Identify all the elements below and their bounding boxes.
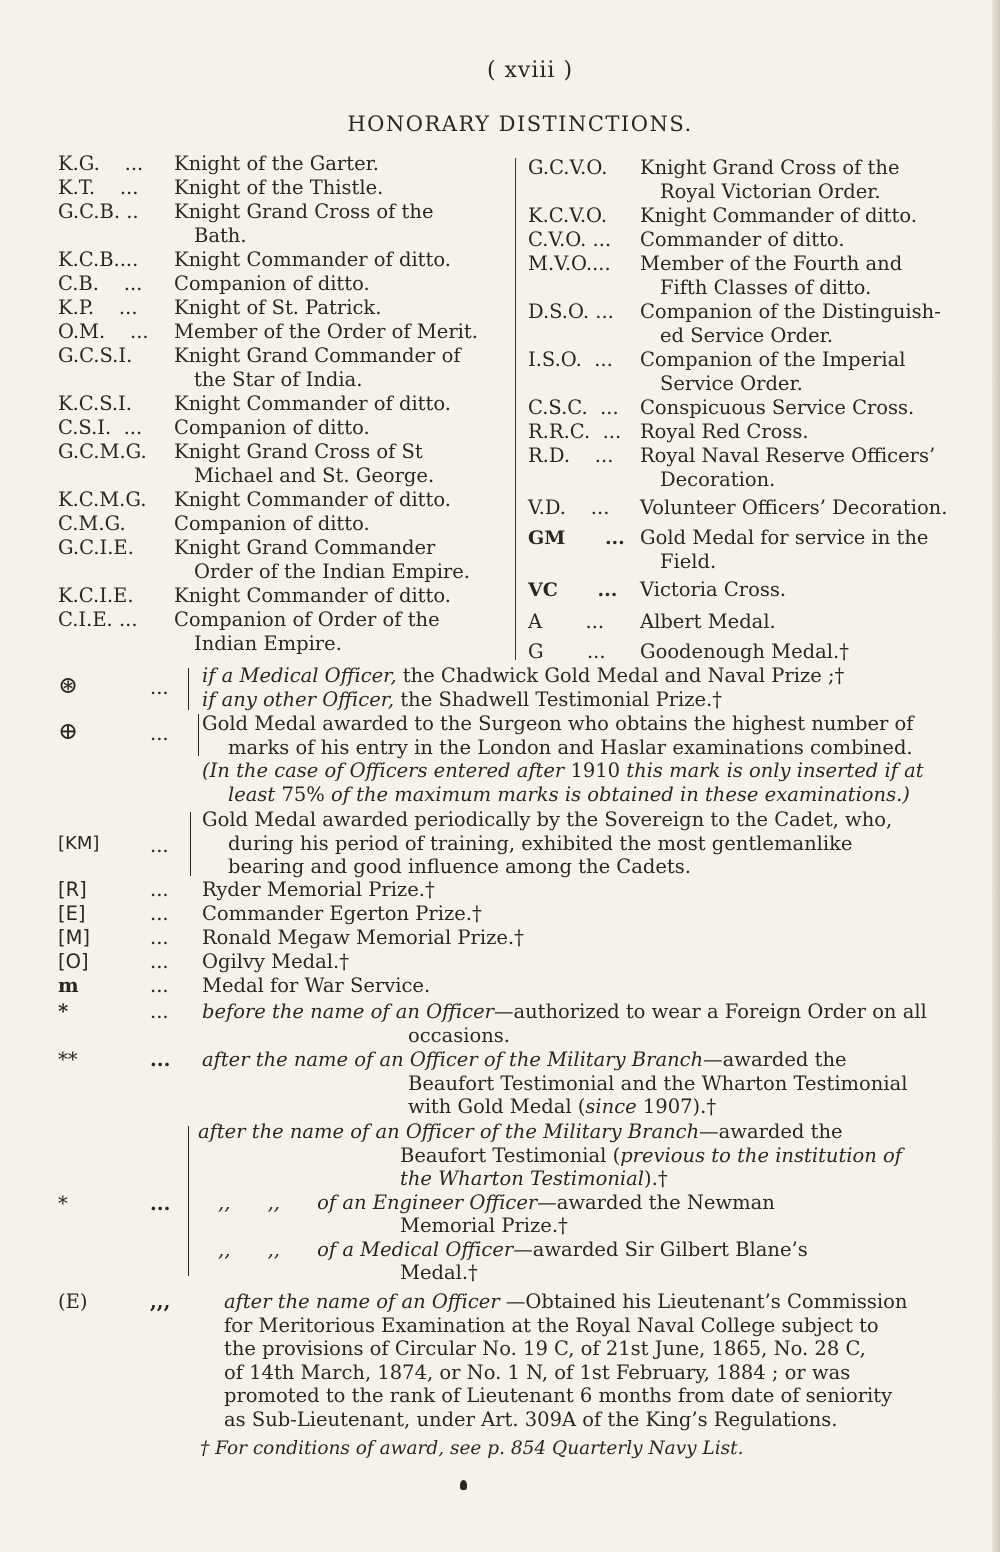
- list-item: [58, 248, 503, 272]
- abbreviation: G.C.I.E.: [58, 536, 134, 559]
- leader-dots: ...: [150, 722, 169, 745]
- leader-dots: ...: [150, 902, 169, 925]
- list-item: [528, 444, 962, 492]
- text: Gold Medal awarded periodically by the Sovereign to the Cadet, who,: [202, 808, 893, 831]
- victoria-cross-symbol: VC ...: [528, 579, 618, 601]
- abbreviation: K.C.S.I.: [58, 392, 132, 415]
- list-item: [58, 440, 503, 488]
- leader-dots: ...: [150, 834, 169, 857]
- abbreviation: C.I.E. ...: [58, 608, 138, 631]
- leader-dots: ...: [150, 676, 169, 699]
- abbreviation: R.D. ...: [528, 444, 614, 467]
- definition-cont: Decoration.: [660, 468, 776, 491]
- brace: [190, 812, 191, 876]
- text: 1910: [570, 759, 621, 782]
- text: Medal.†: [400, 1261, 478, 1284]
- abbreviation: G.C.V.O.: [528, 156, 608, 179]
- albert-medal-symbol: A ...: [528, 610, 605, 633]
- italic-text: if any other Officer,: [202, 687, 395, 711]
- text: 1907).†: [636, 1095, 717, 1118]
- list-item: [528, 156, 962, 204]
- abbreviation: K.C.B....: [58, 248, 139, 271]
- text: —awarded the Newman: [537, 1190, 775, 1214]
- abbreviation: K.G. ...: [58, 152, 144, 175]
- asterisk-mark: *: [58, 1192, 68, 1215]
- abbreviation: K.C.I.E.: [58, 584, 134, 607]
- definition: Albert Medal.: [640, 610, 776, 633]
- italic-text: after the name of an Officer: [224, 1290, 500, 1313]
- text: —awarded the: [703, 1048, 847, 1071]
- abbreviation: V.D. ...: [528, 496, 610, 519]
- definition: Member of the Order of Merit.: [174, 320, 478, 343]
- abbreviation: G.C.S.I.: [58, 344, 133, 367]
- text: for Meritorious Examination at the Royal Naval College subject to: [224, 1313, 879, 1337]
- definition: Victoria Cross.: [640, 578, 787, 601]
- list-item: [528, 640, 962, 664]
- war-service-mark: m: [58, 974, 79, 997]
- abbreviation: C.S.C. ...: [528, 396, 619, 419]
- definition-cont: Order of the Indian Empire.: [194, 560, 471, 583]
- text: marks of his entry in the London and Haslar examinations combined.: [228, 735, 913, 759]
- text: Gold Medal awarded to the Surgeon who obtains the highest number of: [202, 712, 914, 735]
- footnote: † For conditions of award, see p. 854 Quarterly Navy List.: [200, 1438, 744, 1459]
- o-mark: [O]: [58, 950, 89, 973]
- definition: Knight of St. Patrick.: [174, 296, 382, 319]
- definition: Royal Naval Reserve Officers’: [640, 444, 936, 467]
- list-item: [58, 272, 503, 296]
- m-mark: [M]: [58, 926, 91, 949]
- text: Beaufort Testimonial (: [400, 1143, 621, 1167]
- double-asterisk-mark: **: [58, 1048, 78, 1071]
- list-item: [528, 610, 962, 634]
- text: promoted to the rank of Lieutenant 6 months from date of seniority: [224, 1384, 893, 1407]
- text: the Shadwell Testimonial Prize.†: [394, 687, 723, 711]
- abbreviation: K.C.M.G.: [58, 488, 147, 511]
- definition: Gold Medal for service in the: [640, 526, 929, 549]
- list-item: [58, 608, 503, 656]
- list-item: [58, 296, 503, 320]
- text: the provisions of Circular No. 19 C, of 21st June, 1865, No. 28 C,: [224, 1337, 866, 1360]
- page-title: HONORARY DISTINCTIONS.: [347, 112, 693, 136]
- abbreviation: C.V.O. ...: [528, 228, 612, 251]
- list-item: [528, 420, 962, 444]
- brace: [198, 714, 199, 756]
- definition: Knight Commander of ditto.: [174, 488, 451, 511]
- list-item: [58, 152, 503, 176]
- definition-cont: Bath.: [194, 224, 247, 247]
- leader-dots: ...: [150, 1192, 171, 1215]
- italic-text: before the name of an Officer: [202, 1000, 494, 1023]
- definition: Knight Commander of ditto.: [174, 392, 451, 415]
- definition-cont: ed Service Order.: [660, 324, 834, 347]
- leader-dots: ...: [150, 878, 169, 901]
- page-edge: [992, 0, 1000, 1552]
- brace: [188, 668, 189, 710]
- abbreviation: K.T. ...: [58, 176, 139, 199]
- leader-dots: ...: [150, 1000, 169, 1023]
- column-divider: [515, 158, 516, 660]
- definition: Knight Grand Cross of the: [640, 156, 900, 179]
- definition: Knight Commander of ditto.: [174, 584, 451, 607]
- text: occasions.: [408, 1023, 510, 1047]
- text: of 14th March, 1874, or No. 1 N, of 1st February, 1884 ; or was: [224, 1360, 851, 1384]
- abbreviation: C.B. ...: [58, 272, 143, 295]
- definition-cont: Field.: [660, 550, 717, 573]
- abbreviation: R.R.C. ...: [528, 420, 622, 443]
- text: —awarded Sir Gilbert Blane’s: [513, 1237, 808, 1261]
- definition: Companion of Order of the: [174, 608, 440, 631]
- abbreviation: G.C.M.G.: [58, 440, 147, 463]
- italic-text: ,, ,, of an Engineer Officer: [218, 1190, 538, 1214]
- list-item: [58, 536, 503, 584]
- text: Memorial Prize.†: [400, 1214, 568, 1237]
- abbreviation: G.C.B. ..: [58, 200, 139, 223]
- definition: Volunteer Officers’ Decoration.: [640, 496, 948, 519]
- definition: Conspicuous Service Cross.: [640, 396, 915, 419]
- e-paren-mark: (E): [58, 1290, 88, 1313]
- italic-text: of the maximum marks is obtained in these examinations.): [324, 782, 910, 806]
- definition-cont: Service Order.: [660, 372, 803, 395]
- text: Beaufort Testimonial and the Wharton Testimonial: [408, 1071, 908, 1095]
- definition: Knight of the Garter.: [174, 152, 380, 175]
- goodenough-medal-symbol: G ...: [528, 640, 606, 663]
- text: Commander Egerton Prize.†: [202, 902, 482, 925]
- text: —Obtained his Lieutenant’s Commission: [499, 1290, 908, 1313]
- list-item: [528, 578, 962, 602]
- list-item: [528, 204, 962, 228]
- list-item: [528, 526, 962, 574]
- italic-text: after the name of an Officer of the Military Branch: [198, 1120, 700, 1143]
- abbreviation: M.V.O....: [528, 252, 611, 275]
- text: with Gold Medal (: [408, 1095, 586, 1118]
- list-item: [528, 252, 962, 300]
- definition: Companion of the Distinguish-: [640, 300, 941, 323]
- abbreviation: I.S.O. ...: [528, 348, 613, 371]
- text: the Chadwick Gold Medal and Naval Prize ;†: [396, 664, 845, 687]
- definition: Commander of ditto.: [640, 228, 845, 251]
- list-item: [58, 320, 503, 344]
- italic-text: ,, ,, of a Medical Officer: [218, 1237, 514, 1261]
- list-item: [58, 416, 503, 440]
- leader-dots: ,,,: [150, 1290, 171, 1313]
- asterisk-mark: *: [58, 1000, 69, 1023]
- text: 75%: [281, 782, 325, 806]
- gold-medal-symbol: GM ...: [528, 527, 625, 549]
- list-item: [58, 488, 503, 512]
- text: bearing and good influence among the Cadets.: [228, 855, 691, 878]
- definition: Knight Commander of ditto.: [174, 248, 451, 271]
- italic-text: this mark is only inserted if at: [620, 759, 924, 782]
- left-column: [58, 152, 503, 656]
- leader-dots: ...: [150, 926, 169, 949]
- list-item: [528, 348, 962, 396]
- text: Ronald Megaw Memorial Prize.†: [202, 926, 524, 949]
- text: ).†: [644, 1167, 668, 1190]
- text: as Sub-Lieutenant, under Art. 309A of the King’s Regulations.: [224, 1407, 838, 1431]
- list-item: [58, 584, 503, 608]
- definition: Member of the Fourth and: [640, 252, 903, 275]
- definition: Knight Grand Cross of St: [174, 440, 423, 463]
- definition: Knight Commander of ditto.: [640, 204, 917, 227]
- definition: Royal Red Cross.: [640, 420, 809, 443]
- list-item: [58, 200, 503, 248]
- italic-text: the Wharton Testimonial: [400, 1167, 645, 1190]
- definition: Companion of ditto.: [174, 416, 370, 439]
- list-item: [528, 496, 962, 520]
- list-item: [58, 176, 503, 200]
- definition: Goodenough Medal.†: [640, 640, 849, 663]
- ink-mark: [460, 1480, 467, 1490]
- e-mark: [E]: [58, 902, 86, 925]
- leader-dots: ...: [150, 950, 169, 973]
- abbreviation: C.M.G.: [58, 512, 126, 535]
- definition: Knight of the Thistle.: [174, 176, 384, 199]
- page-number: ( xviii ): [486, 58, 574, 83]
- asterisk-circle-icon: ⊛: [58, 671, 79, 699]
- definition-cont: Royal Victorian Order.: [660, 180, 881, 203]
- text: Ogilvy Medal.†: [202, 950, 349, 973]
- italic-text: after the name of an Officer of the Military Branch: [202, 1048, 704, 1071]
- list-item: [528, 228, 962, 252]
- text: during his period of training, exhibited the most gentlemanlike: [228, 831, 853, 855]
- list-item: [58, 512, 503, 536]
- text: Ryder Memorial Prize.†: [202, 878, 435, 901]
- definition: Companion of the Imperial: [640, 348, 906, 371]
- right-column: [528, 156, 962, 664]
- list-item: [58, 392, 503, 416]
- abbreviation: K.P. ...: [58, 296, 138, 319]
- abbreviation: C.S.I. ...: [58, 416, 143, 439]
- r-mark: [R]: [58, 878, 87, 901]
- list-item: [528, 396, 962, 420]
- abbreviation: K.C.V.O.: [528, 204, 608, 227]
- plus-circle-icon: ⊕: [58, 717, 79, 745]
- italic-text: previous to the institution of: [620, 1143, 902, 1167]
- italic-text: if a Medical Officer,: [202, 664, 397, 687]
- leader-dots: ...: [150, 1048, 171, 1071]
- text: —awarded the: [699, 1120, 843, 1143]
- list-item: [58, 344, 503, 392]
- abbreviation: D.S.O. ...: [528, 300, 614, 323]
- definition: Knight Grand Commander: [174, 536, 436, 559]
- abbreviation: O.M. ...: [58, 320, 149, 343]
- brace: [188, 1126, 189, 1276]
- list-item: [528, 300, 962, 348]
- definition-cont: Indian Empire.: [194, 632, 342, 655]
- italic-text: least: [228, 782, 282, 806]
- definition-cont: the Star of India.: [194, 368, 363, 391]
- text: Medal for War Service.: [202, 974, 431, 997]
- definition: Companion of ditto.: [174, 512, 370, 535]
- leader-dots: ...: [150, 974, 169, 997]
- text: —authorized to wear a Foreign Order on all: [493, 1000, 927, 1023]
- definition-cont: Michael and St. George.: [194, 464, 435, 487]
- definition: Companion of ditto.: [174, 272, 370, 295]
- definition: Knight Grand Commander of: [174, 344, 461, 367]
- km-mark: [KM]: [58, 833, 100, 854]
- definition: Knight Grand Cross of the: [174, 200, 434, 223]
- italic-text: since: [585, 1095, 637, 1118]
- definition-cont: Fifth Classes of ditto.: [660, 276, 872, 299]
- italic-text: (In the case of Officers entered after: [202, 759, 571, 782]
